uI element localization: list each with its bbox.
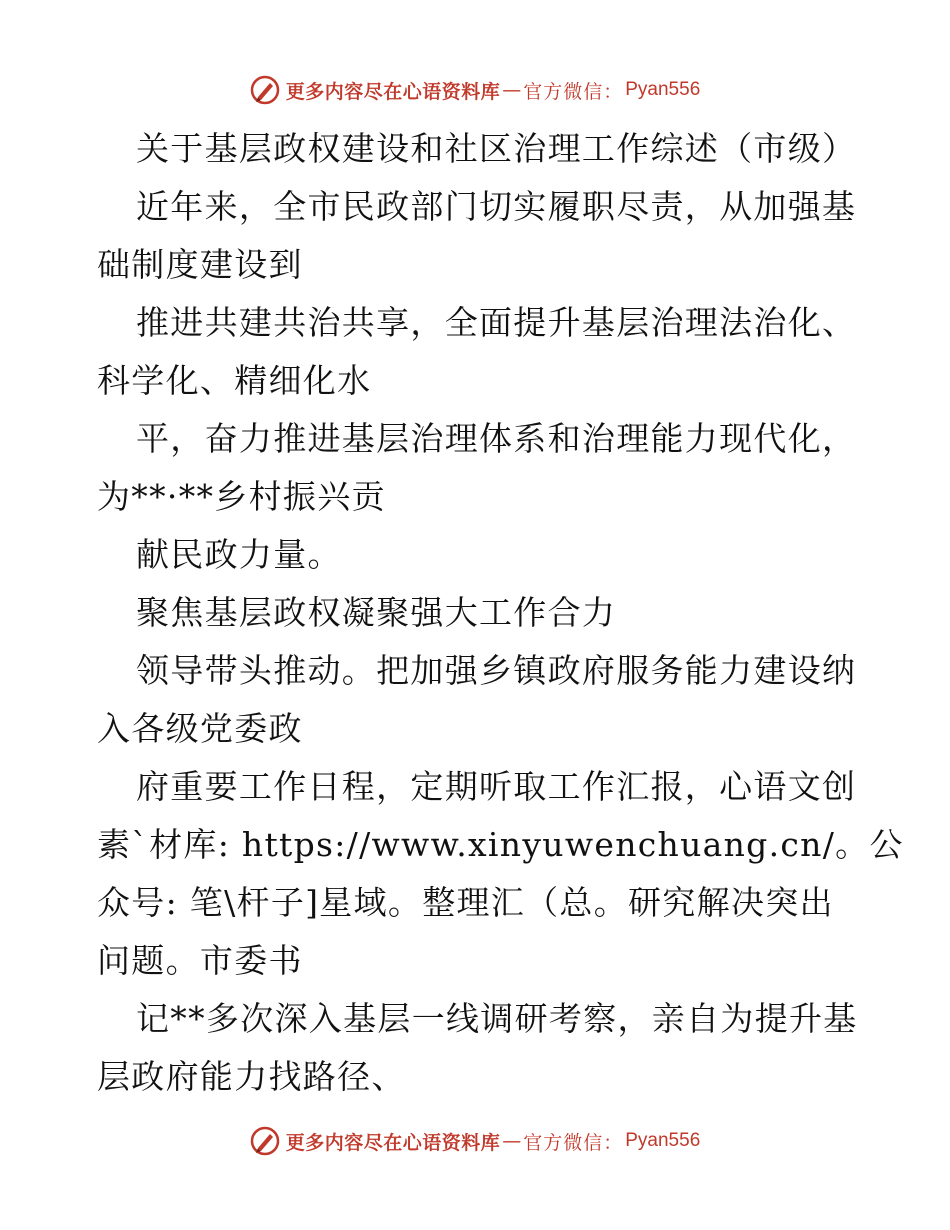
- footer-watermark-banner: [0, 1123, 950, 1159]
- header-watermark-banner: [0, 72, 950, 108]
- paragraph-line: 众号: 笔\杆子]星域。整理汇（总。研究解决突出: [97, 883, 834, 922]
- section-heading: 聚焦基层政权凝聚强大工作合力: [136, 593, 617, 632]
- paragraph-line: 为**·**乡村振兴贡: [97, 477, 386, 516]
- footer-brand-text: 更多内容尽在心语资料库: [285, 1131, 501, 1154]
- paragraph-line: 府重要工作日程，定期听取工作汇报，心语文创: [136, 767, 857, 806]
- document-title: 关于基层政权建设和社区治理工作综述（市级）: [136, 129, 857, 168]
- paragraph-line: 记**多次深入基层一线调研考察，亲自为提升基: [136, 999, 858, 1038]
- paragraph-line: 献民政力量。: [136, 535, 342, 574]
- paragraph-line: 推进共建共治共享，全面提升基层治理法治化、: [136, 303, 857, 342]
- paragraph-line: 科学化、精细化水: [97, 361, 372, 400]
- header-dash: —: [502, 79, 522, 101]
- paragraph-line: 领导带头推动。把加强乡镇政府服务能力建设纳: [136, 651, 857, 690]
- paragraph-line: 层政府能力找路径、: [97, 1057, 406, 1096]
- header-official-label: 官方微信：: [523, 80, 624, 103]
- paragraph-line: 问题。市委书: [97, 941, 303, 980]
- footer-dash: —: [502, 1130, 522, 1152]
- document-body: [97, 120, 904, 1106]
- footer-official-label: 官方微信：: [523, 1131, 624, 1154]
- pen-logo-icon: [250, 1126, 280, 1156]
- paragraph-line: 入各级党委政: [97, 709, 303, 748]
- paragraph-line: 素`材库: https://www.xinyuwenchuang.cn/。公: [97, 825, 904, 864]
- paragraph-line: 近年来，全市民政部门切实履职尽责，从加强基: [136, 187, 857, 226]
- paragraph-line: 础制度建设到: [97, 245, 303, 284]
- paragraph-line: 平，奋力推进基层治理体系和治理能力现代化，: [136, 419, 857, 458]
- header-brand-text: 更多内容尽在心语资料库: [285, 80, 501, 103]
- footer-wechat-id: Pyan556: [625, 1130, 701, 1151]
- header-wechat-id: Pyan556: [625, 79, 701, 100]
- pen-logo-icon: [250, 75, 280, 105]
